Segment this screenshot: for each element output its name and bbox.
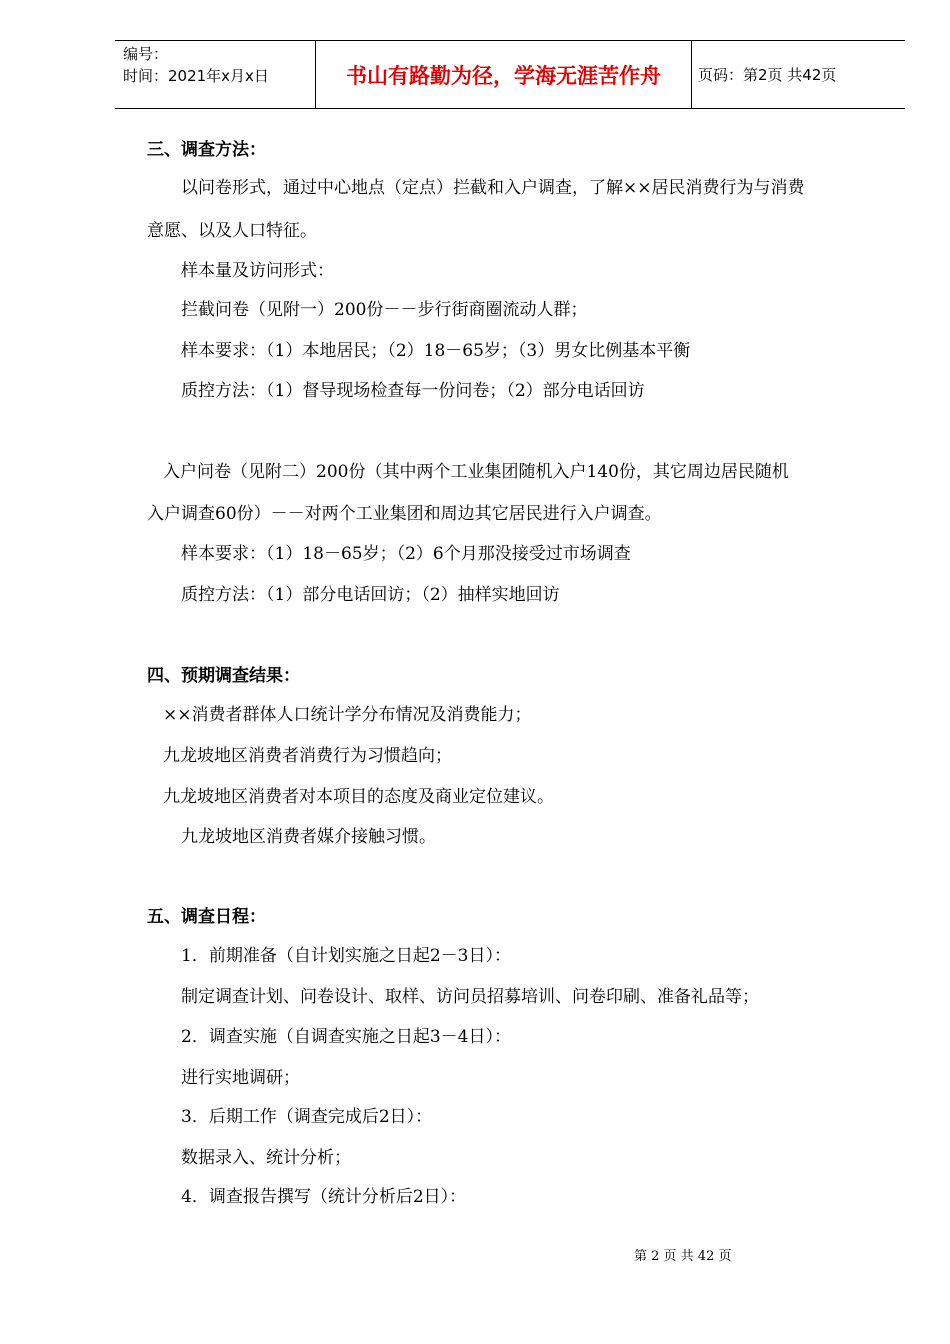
schedule-step: 3．后期工作（调查完成后2日）： [181, 1107, 433, 1127]
paragraph: 入户问卷（见附二）200份（其中两个工业集团随机入户140份，其它周边居民随机 [163, 462, 789, 482]
section-3-title: 三、调查方法： [147, 140, 266, 160]
schedule-desc: 进行实地调研； [181, 1068, 300, 1088]
schedule-step: 4．调查报告撰写（统计分析后2日）： [181, 1187, 467, 1207]
list-item: 九龙坡地区消费者对本项目的态度及商业定位建议。 [163, 787, 554, 807]
header-info [115, 41, 315, 108]
paragraph: 样本量及访问形式： [181, 261, 334, 281]
list-item: 九龙坡地区消费者媒介接触习惯。 [181, 827, 436, 847]
schedule-desc: 制定调查计划、问卷设计、取样、访问员招募培训、问卷印刷、准备礼品等； [181, 987, 759, 1007]
paragraph: 入户调查60份）－－对两个工业集团和周边其它居民进行入户调查。 [147, 504, 662, 524]
time-label: 时间：2021年x月x日 [123, 67, 269, 85]
section-5-title: 五、调查日程： [147, 907, 266, 927]
schedule-desc: 数据录入、统计分析； [181, 1148, 351, 1168]
header-motto: 书山有路勤为径，学海无涯苦作舟 [315, 41, 692, 108]
paragraph: 质控方法：（1）督导现场检查每一份问卷；（2）部分电话回访 [181, 381, 645, 401]
section-4-title: 四、预期调查结果： [147, 666, 300, 686]
page-footer: 第 2 页 共 42 页 [634, 1249, 732, 1264]
page-header [115, 40, 905, 109]
paragraph: 样本要求：（1）18－65岁；（2）6个月那没接受过市场调查 [181, 544, 631, 564]
paragraph: 以问卷形式，通过中心地点（定点）拦截和入户调查，了解××居民消费行为与消费 [181, 178, 805, 198]
paragraph: 拦截问卷（见附一）200份－－步行街商圈流动人群； [181, 300, 588, 320]
code-label: 编号： [123, 45, 169, 63]
paragraph: 质控方法：（1）部分电话回访；（2）抽样实地回访 [181, 585, 560, 605]
list-item: ××消费者群体人口统计学分布情况及消费能力； [163, 705, 532, 725]
schedule-step: 1．前期准备（自计划实施之日起2－3日）： [181, 946, 511, 966]
schedule-step: 2．调查实施（自调查实施之日起3－4日）： [181, 1027, 511, 1047]
paragraph: 样本要求：（1）本地居民；（2）18－65岁；（3）男女比例基本平衡 [181, 341, 691, 361]
paragraph: 意愿、以及人口特征。 [147, 221, 317, 241]
header-page-info: 页码：第2页 共42页 [698, 66, 837, 84]
list-item: 九龙坡地区消费者消费行为习惯趋向； [163, 746, 452, 766]
